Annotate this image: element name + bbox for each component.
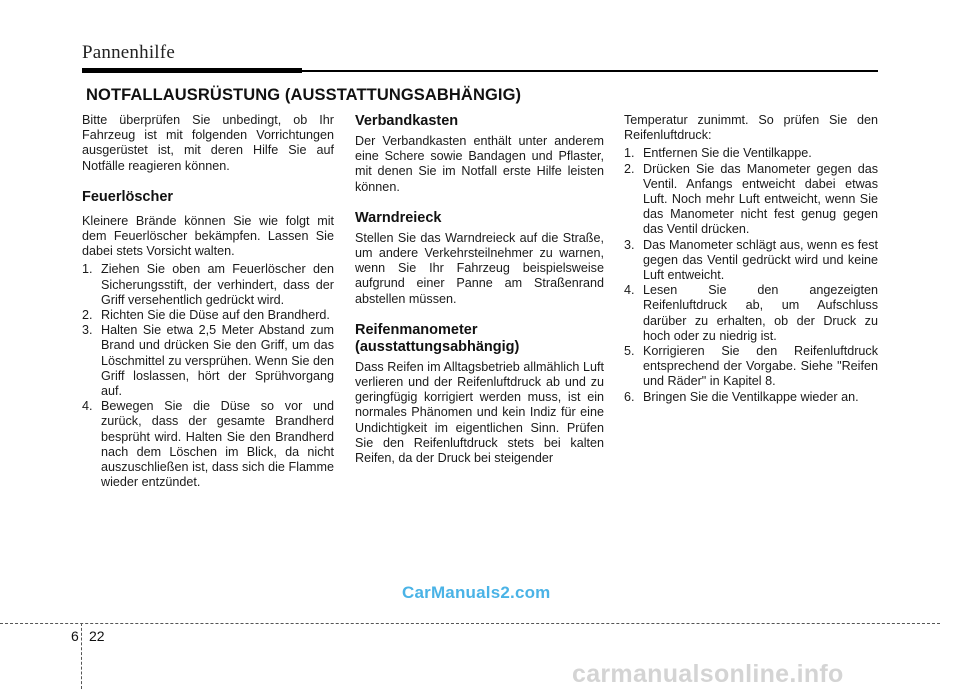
list-number: 4.: [82, 399, 93, 414]
list-number: 1.: [624, 146, 635, 161]
footer-divider: [0, 623, 940, 624]
list-text: Entfernen Sie die Ventilkappe.: [643, 146, 812, 161]
column-2: [355, 113, 604, 466]
heading-reifenmanometer: [355, 322, 604, 356]
list-text: Richten Sie die Düse auf den Brandherd.: [101, 308, 330, 323]
list-item: [82, 399, 334, 490]
list-text: Das Manometer schlägt aus, wenn es fest gegen das Ventil gedrückt wird und keine Luft entweicht.: [643, 237, 878, 283]
reifendruck-steps: [624, 146, 878, 404]
feuerloescher-steps: [82, 262, 334, 490]
column-3: [624, 113, 878, 405]
list-item: [82, 323, 334, 399]
section-title: NOTFALLAUSRÜSTUNG (AUSSTATTUNGSABHÄNGIG): [86, 86, 522, 104]
header-rule-thin: [302, 70, 878, 72]
header-rule-thick: [82, 68, 302, 73]
chapter-title: Pannenhilfe: [82, 42, 175, 63]
list-text: Bewegen Sie die Düse so vor und zurück, dass der gesamte Brandherd besprüht wird. Halten Sie den Brandherd nach dem Löschen im Blick, da nicht auszuschließen ist, dass sich die Flamme wieder entzündet.: [101, 399, 334, 490]
list-number: 3.: [82, 323, 93, 338]
footer-vertical-divider: [81, 623, 82, 689]
column-1: [82, 113, 334, 490]
heading-feuerloescher: Feuerlöscher: [82, 188, 174, 205]
list-number: 2.: [82, 308, 93, 323]
list-number: 5.: [624, 344, 635, 359]
chapter-number: 6: [71, 628, 79, 644]
list-number: 1.: [82, 262, 93, 277]
heading-reifenmanometer-line2: (ausstattungsabhängig): [355, 338, 520, 355]
verbandkasten-paragraph: Der Verbandkasten enthält unter anderem eine Schere sowie Bandagen und Pflaster, mit denen Sie im Notfall erste Hilfe leisten können.: [355, 134, 604, 194]
heading-verbandkasten: Verbandkasten: [355, 113, 459, 129]
list-item: [624, 238, 878, 284]
list-item: [624, 344, 878, 390]
list-text: Ziehen Sie oben am Feuerlöscher den Sicherungsstift, der verhindert, dass der Griff versehentlich gedrückt wird.: [101, 262, 334, 307]
heading-warndreieck: Warndreieck: [355, 209, 442, 226]
reifenmanometer-paragraph: Dass Reifen im Alltagsbetrieb allmählich Luft verlieren und der Reifenluftdruck ab und zu geringfügig korrigiert werden muss, ist ein normales Phänomen und kein Indiz für eine Undichtigkeit im eigentlichen Sinn. Prüfen Sie den Reifenluftdruck stets bei kalten Reifen, da der Druck bei steigender: [355, 359, 604, 466]
list-item: [624, 146, 878, 161]
list-text: Bringen Sie die Ventilkappe wieder an.: [643, 389, 859, 404]
column-3-intro: Temperatur zunimmt. So prüfen Sie den Reifenluftdruck:: [624, 113, 878, 143]
list-number: 4.: [624, 283, 635, 298]
feuerloescher-paragraph: Kleinere Brände können Sie wie folgt mit dem Feuerlöscher bekämpfen. Lassen Sie dabei stets Vorsicht walten.: [82, 213, 334, 259]
warndreieck-paragraph: Stellen Sie das Warndreieck auf die Straße, um andere Verkehrsteilnehmer zu warnen, wenn Sie Ihr Fahrzeug beispielsweise aufgrund einer Panne am Straßenrand abstellen müssen.: [355, 230, 604, 306]
list-text: Halten Sie etwa 2,5 Meter Abstand zum Brand und drücken Sie den Griff, um das Löschmittel zu versprühen. Wenn Sie den Griff loslassen, hört der Sprühvorgang auf.: [101, 323, 334, 399]
list-number: 2.: [624, 161, 635, 176]
heading-reifenmanometer-line1: Reifenmanometer: [355, 321, 478, 338]
list-number: 3.: [624, 237, 635, 252]
list-item: [82, 308, 334, 323]
list-text: Lesen Sie den angezeigten Reifenluftdruck ab, um Aufschluss darüber zu erhalten, ob der Druck zu hoch oder zu niedrig ist.: [643, 283, 878, 343]
list-number: 6.: [624, 389, 635, 404]
list-item: [82, 262, 334, 308]
list-item: [624, 162, 878, 238]
watermark-link[interactable]: CarManuals2.com: [402, 583, 551, 602]
list-text: Korrigieren Sie den Reifenluftdruck entsprechend der Vorgabe. Siehe "Reifen und Räder" in Kapitel 8.: [643, 344, 878, 389]
list-item: [624, 390, 878, 405]
bottom-watermark: carmanualsonline.info: [572, 660, 844, 688]
list-text: Drücken Sie das Manometer gegen das Ventil. Anfangs entweicht dabei etwas Luft. Noch mehr Luft entweicht, wenn Sie das Manometer nicht fest genug gegen das Ventil drücken.: [643, 161, 878, 237]
page-number: 22: [89, 628, 105, 644]
list-item: [624, 283, 878, 344]
intro-paragraph: Bitte überprüfen Sie unbedingt, ob Ihr Fahrzeug ist mit folgenden Vorrichtungen ausgerüstet ist, mit deren Hilfe Sie auf Notfälle reagieren können.: [82, 113, 334, 173]
